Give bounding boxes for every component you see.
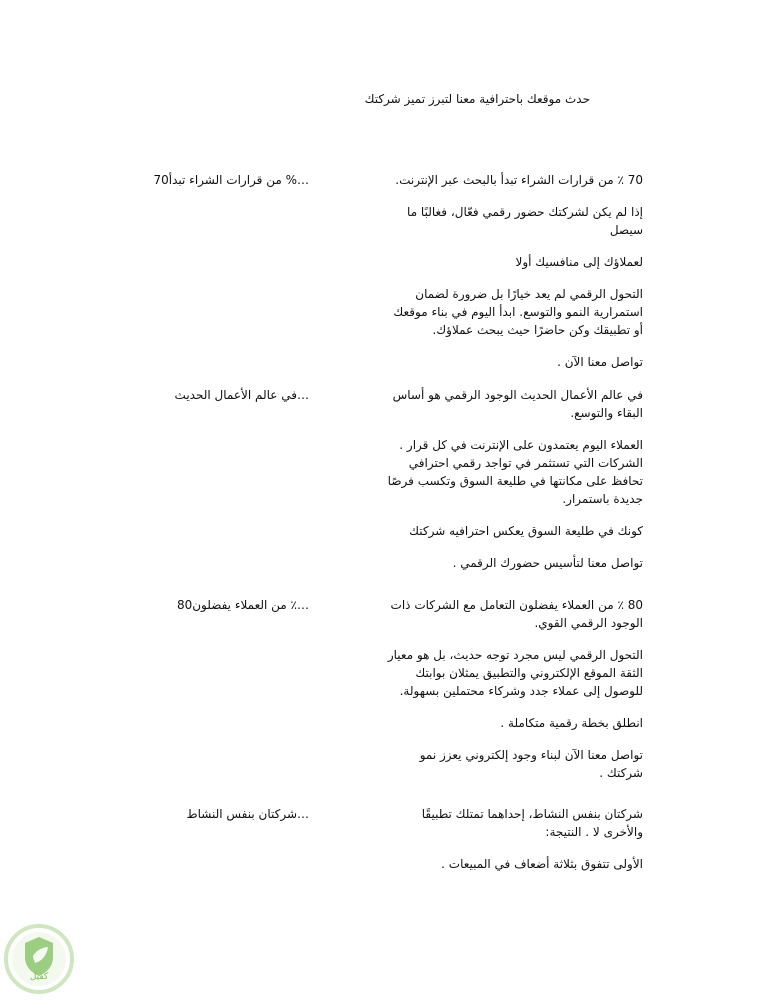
row-summary: …شركتان بنفس النشاط [186,807,309,821]
paragraph: 80 ٪ من العملاء يفضلون التعامل مع الشركات ذات الوجود الرقمي القوي. [390,598,643,630]
paragraph: تواصل معنا لتأسيس حضورك الرقمي . [452,556,643,570]
paragraph: انطلق بخطة رقمية متكاملة . [500,716,643,730]
row-body [383,386,643,572]
paragraph: الأولى تتفوق بثلاثة أضعاف في المبيعات . [441,857,643,871]
logo-text: كفيل [29,972,49,982]
paragraph: في عالم الأعمال الحديث الوجود الرقمي هو أساس البقاء والتوسع. [392,388,643,420]
row-summary: …٪ من العملاء يفضلون80 [176,598,309,612]
row-summary: …% من قرارات الشراء تبدأ70 [153,173,309,187]
paragraph: كونك في طليعة السوق يعكس احترافيه شركتك [409,524,643,538]
paragraph: التحول الرقمي ليس مجرد توجه حديث، بل هو معيار الثقة الموقع الإلكتروني والتطبيق يمثلان بوابتك للوصول إلى عملاء جدد وشركاء محتملين بسهولة. [387,648,643,698]
paragraph: تواصل معنا الآن لبناء وجود إلكتروني يعزز نمو شركتك . [419,748,643,780]
paragraph: التحول الرقمي لم يعد خيارًا بل ضرورة لضمان استمرارية النمو والتوسع. ابدأ اليوم في بناء موقعك أو تطبيقك وكن حاضرًا حيث يبحث عملاؤك. [393,287,643,337]
paragraph: 70 ٪ من قرارات الشراء تبدأ بالبحث عبر الإنترنت. [395,173,643,187]
paragraph: تواصل معنا الآن . [557,355,643,369]
paragraph: شركتان بنفس النشاط، إحداهما تمتلك تطبيقًا والأخرى لا . النتيجة: [421,807,643,839]
paragraph: العملاء اليوم يعتمدون على الإنترنت في كل قرار . الشركات التي تستثمر في تواجد رقمي احترافي تحافظ على مكانتها في طليعة السوق وتكسب فرصًا جديدة باستمرار. [387,438,643,506]
paragraph: إذا لم يكن لشركتك حضور رقمي فعّال، فغالبًا ما سيصل [407,205,643,237]
row-body [383,805,643,873]
shield-leaf-icon [3,923,75,995]
brand-logo [3,923,75,995]
row-body [383,596,643,782]
row-summary: …في عالم الأعمال الحديث [174,388,309,402]
row-body [383,171,643,371]
document-header: حدث موقعك باحترافية معنا لتبرز تميز شركتك [364,92,590,106]
paragraph: لعملاؤك إلى منافسيك أولا [515,255,643,269]
